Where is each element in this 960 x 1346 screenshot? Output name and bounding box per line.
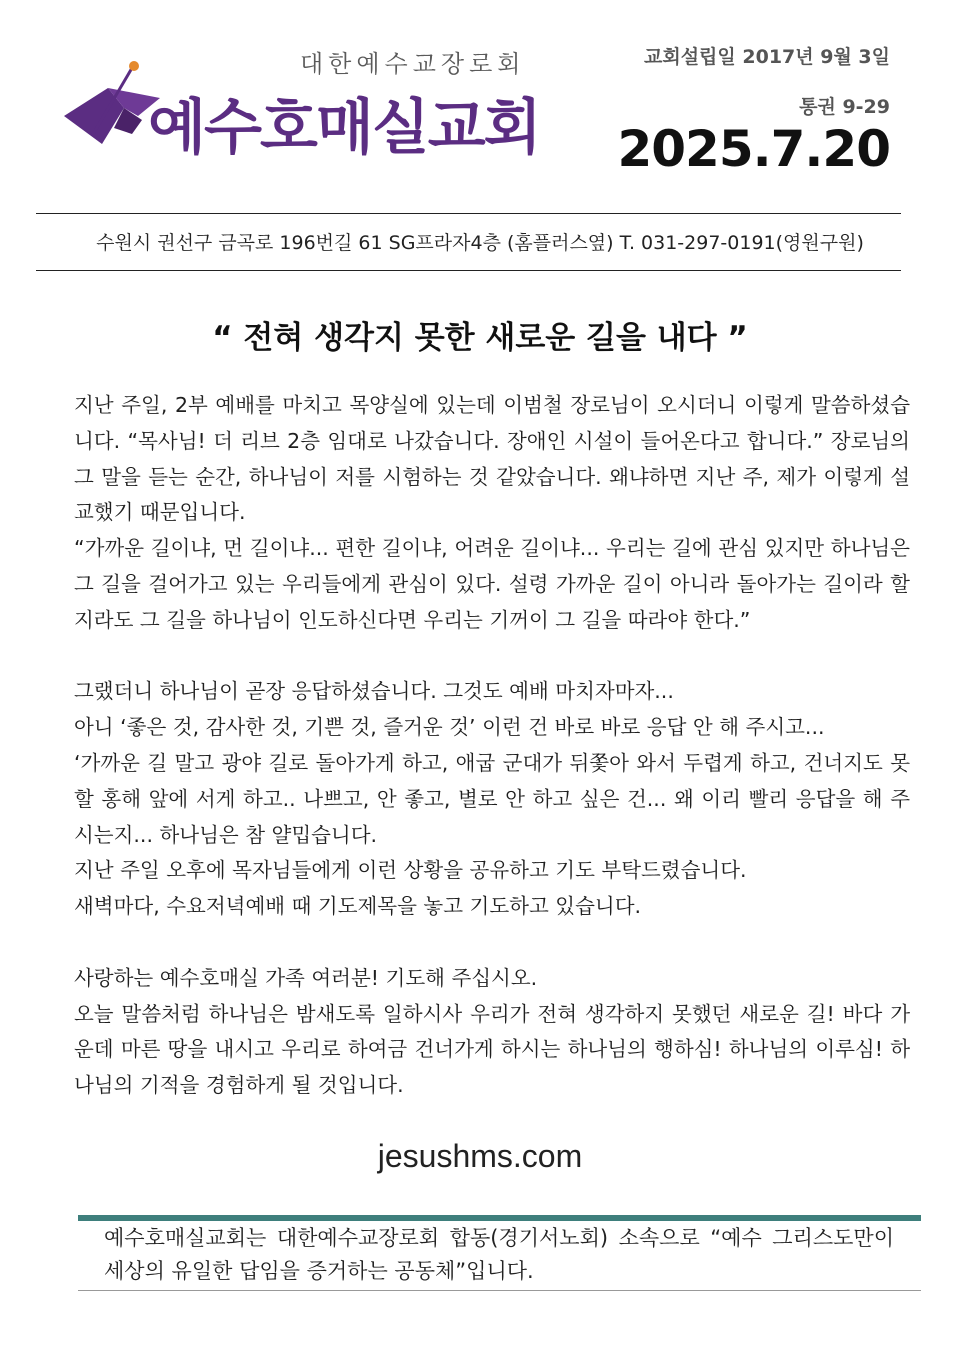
church-address: 수원시 권선구 금곡로 196번길 61 SG프라자4층 (홈플러스옆) T. 031-297-0191(영원구원) xyxy=(96,232,864,254)
sermon-title: “ 전혀 생각지 못한 새로운 길을 내다 ” xyxy=(212,320,748,356)
paragraph-gap xyxy=(74,639,910,675)
footer-divider xyxy=(78,1290,921,1291)
paragraph: ‘가까운 길 말고 광야 길로 돌아가게 하고, 애굽 군대가 뒤쫓아 와서 두렵게 하고, 건너지도 못할 홍해 앞에 서게 하고.. 나쁘고, 안 좋고, 별로 안 하고 싶은 건... 왜 이리 빨리 응답을 해 주시는지... 하나님은 참 얄밉습니다. xyxy=(74,750,910,847)
divider-bottom xyxy=(36,270,901,271)
issue-number: 통권 9-29 xyxy=(799,96,890,118)
denomination: 대한예수교장로회 xyxy=(300,50,526,78)
website-link[interactable]: jesushms.com xyxy=(377,1138,583,1174)
paragraph: 오늘 말씀처럼 하나님은 밤새도록 일하시사 우리가 전혀 생각하지 못했던 새로운 길! 바다 가운데 마른 땅을 내시고 우리로 하여금 건너가게 하시는 하나님의 행하심! 하나님의 이루심! 하나님의 기적을 경험하게 될 것입니다. xyxy=(74,1001,910,1098)
bulletin-header xyxy=(0,0,960,205)
paragraph-gap xyxy=(74,925,910,961)
paragraph: 사랑하는 예수호매실 가족 여러분! 기도해 주십시오. xyxy=(74,965,538,990)
sermon-body xyxy=(74,388,910,1104)
church-name: 예수호매실교회 xyxy=(148,93,540,163)
divider-top xyxy=(36,213,901,214)
footer-statement: 예수호매실교회는 대한예수교장로회 합동(경기서노회) 소속으로 “예수 그리스도만이 세상의 유일한 답임을 증거하는 공동체”입니다. xyxy=(104,1226,894,1283)
footer-accent-bar xyxy=(78,1215,921,1221)
paragraph: 아니 ‘좋은 것, 감사한 것, 기쁜 것, 즐거운 것’ 이런 건 바로 바로 응답 안 해 주시고... xyxy=(74,715,825,740)
paragraph: “가까운 길이냐, 먼 길이냐... 편한 길이냐, 어려운 길이냐... 우리는 길에 관심 있지만 하나님은 그 길을 걸어가고 있는 우리들에게 관심이 있다. 설령 가까운 길이 아니라 돌아가는 길이라 할지라도 그 길을 하나님이 인도하신다면 우리는 기꺼이 그 길을 따라야 한다.” xyxy=(74,536,910,632)
paragraph: 그랬더니 하나님이 곧장 응답하셨습니다. 그것도 예배 마치자마자... xyxy=(74,679,674,704)
bulletin-date: 2025.7.20 xyxy=(617,120,890,178)
paragraph: 지난 주일, 2부 예배를 마치고 목양실에 있는데 이범철 장로님이 오시더니 이렇게 말씀하셨습니다. “목사님! 더 리브 2층 임대로 나갔습니다. 장애인 시설이 들어온다고 합니다.” 장로님의 그 말을 듣는 순간, 하나님이 저를 시험하는 것 같았습니다. 왜냐하면 지난 주, 제가 이렇게 설교했기 때문입니다. xyxy=(74,393,910,525)
cross-logo-icon xyxy=(62,58,162,150)
paragraph: 새벽마다, 수요저녁예배 때 기도제목을 놓고 기도하고 있습니다. xyxy=(74,894,642,919)
paragraph: 지난 주일 오후에 목자님들에게 이런 상황을 공유하고 기도 부탁드렸습니다. xyxy=(74,858,747,883)
founding-date: 교회설립일 2017년 9월 3일 xyxy=(644,46,890,68)
